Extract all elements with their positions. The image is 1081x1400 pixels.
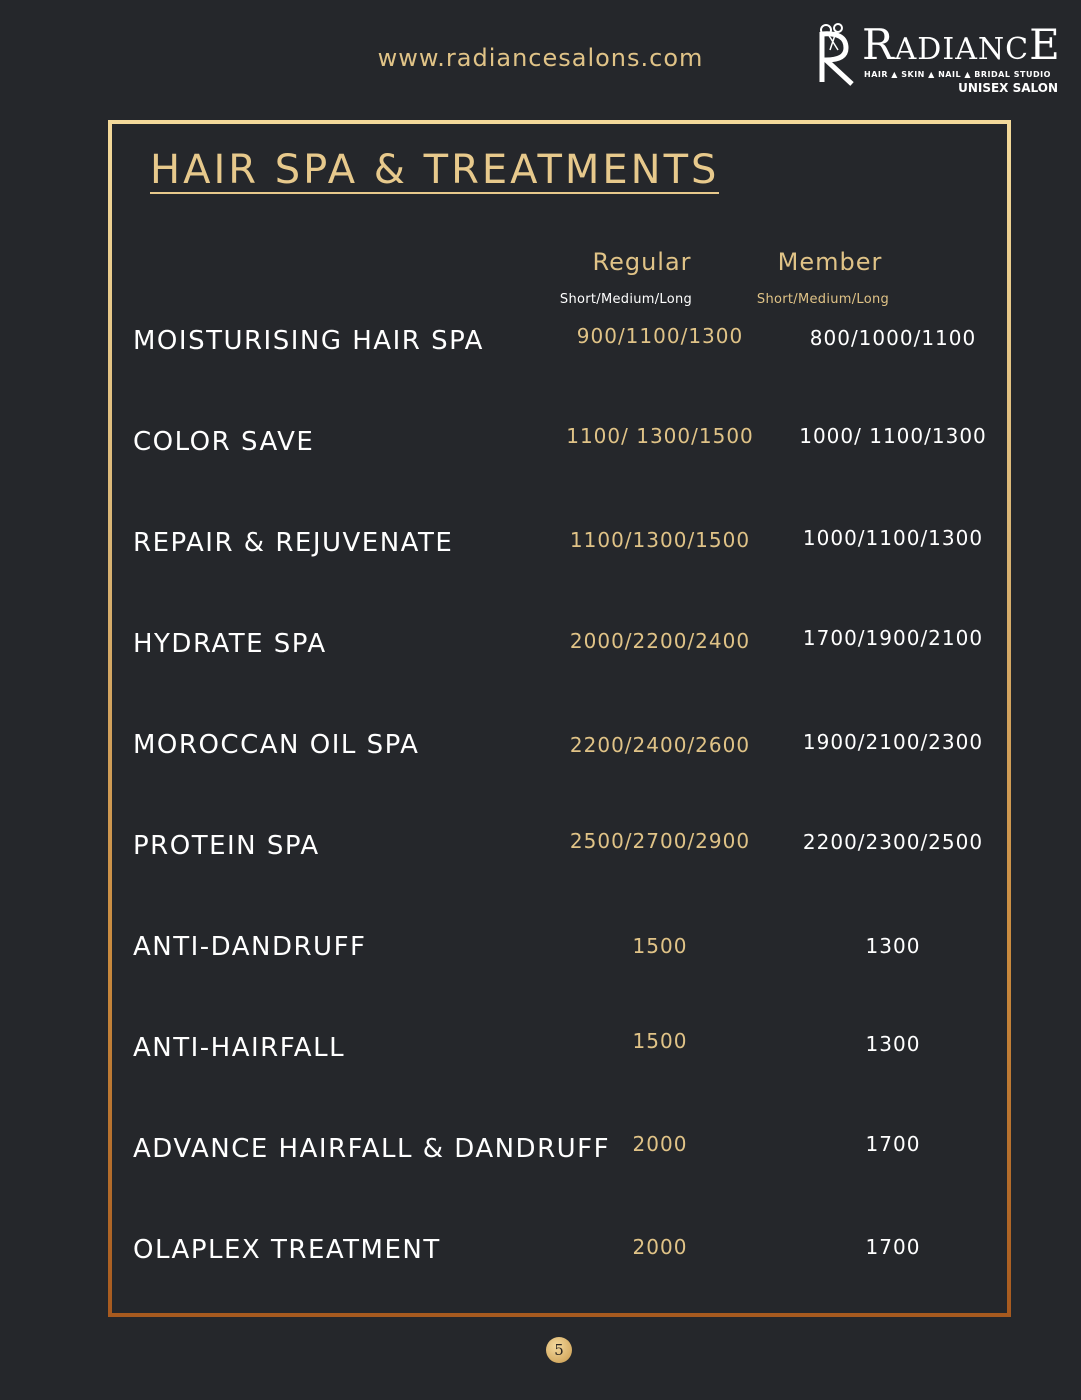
service-name: PROTEIN SPA — [133, 831, 320, 861]
regular-price: 2000/2200/2400 — [569, 629, 751, 653]
logo-subtitle: UNISEX SALON — [958, 81, 1058, 95]
logo-tagline: HAIR ▲ SKIN ▲ NAIL ▲ BRIDAL STUDIO — [864, 70, 1051, 79]
regular-price: 2000 — [632, 1132, 688, 1156]
service-name: COLOR SAVE — [133, 427, 315, 457]
service-row — [0, 1134, 1081, 1194]
regular-column-subheader: Short/Medium/Long — [559, 292, 693, 307]
service-row — [0, 528, 1081, 588]
member-column-subheader: Short/Medium/Long — [756, 292, 890, 307]
radiance-logo — [816, 20, 1064, 98]
regular-price: 2200/2400/2600 — [569, 733, 751, 757]
service-name: OLAPLEX TREATMENT — [133, 1235, 441, 1265]
regular-price: 2500/2700/2900 — [569, 829, 751, 853]
service-row — [0, 1029, 1081, 1093]
member-price: 2200/2300/2500 — [802, 830, 984, 854]
regular-price: 1500 — [632, 1029, 688, 1053]
service-row — [0, 626, 1081, 689]
service-name: HYDRATE SPA — [133, 629, 327, 659]
member-price: 800/1000/1100 — [809, 326, 977, 350]
regular-price: 2000 — [632, 1235, 688, 1259]
service-row — [0, 831, 1081, 891]
regular-column-header: Regular — [592, 248, 692, 276]
website-url[interactable]: www.radiancesalons.com — [377, 44, 704, 72]
service-row — [0, 424, 1081, 487]
member-price: 1000/ 1100/1300 — [799, 424, 987, 448]
service-row — [0, 730, 1081, 790]
service-name: ADVANCE HAIRFALL & DANDRUFF — [133, 1134, 611, 1164]
service-row — [0, 1235, 1081, 1295]
member-price: 1900/2100/2300 — [802, 730, 984, 754]
service-name: REPAIR & REJUVENATE — [133, 528, 454, 558]
member-price: 1300 — [865, 1032, 921, 1056]
member-column-header: Member — [777, 248, 883, 276]
member-price: 1700/1900/2100 — [802, 626, 984, 650]
member-price: 1300 — [865, 934, 921, 958]
regular-price: 1100/1300/1500 — [569, 528, 751, 552]
service-row — [0, 932, 1081, 992]
regular-price: 1500 — [632, 934, 688, 958]
service-row — [0, 326, 1081, 386]
regular-price: 900/1100/1300 — [576, 324, 744, 348]
page-number-badge: 5 — [546, 1337, 572, 1363]
member-price: 1700 — [865, 1235, 921, 1259]
service-name: MOROCCAN OIL SPA — [133, 730, 420, 760]
service-name: ANTI-DANDRUFF — [133, 932, 367, 962]
service-name: MOISTURISING HAIR SPA — [133, 326, 484, 356]
regular-price: 1100/ 1300/1500 — [566, 424, 754, 448]
member-price: 1000/1100/1300 — [802, 526, 984, 550]
service-name: ANTI-HAIRFALL — [133, 1033, 346, 1063]
scissors-r-logo-icon — [816, 22, 858, 86]
logo-brand-name: RADIANCE — [862, 20, 1061, 69]
member-price: 1700 — [865, 1132, 921, 1156]
page-title: HAIR SPA & TREATMENTS — [150, 147, 720, 193]
